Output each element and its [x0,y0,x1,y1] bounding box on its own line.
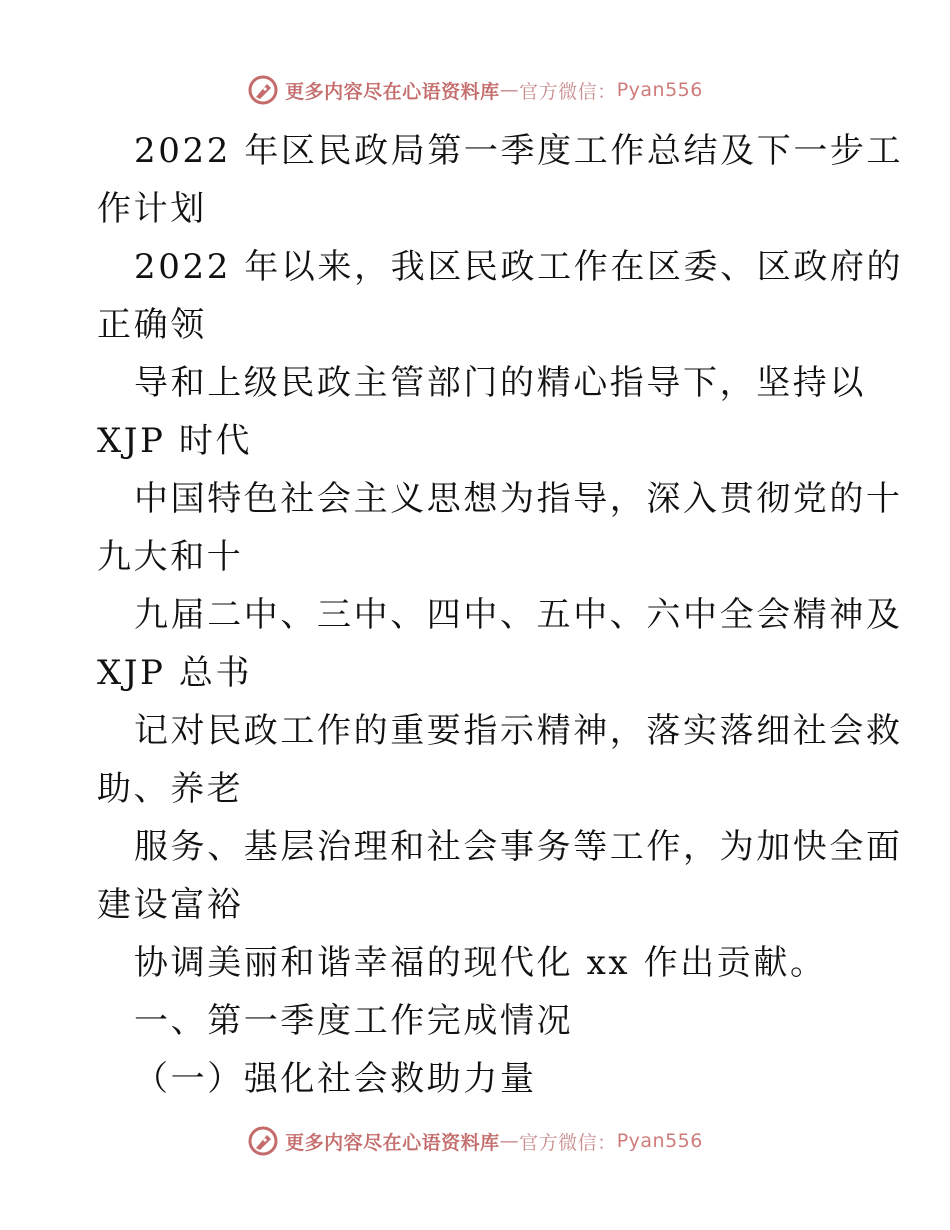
watermark-site-name: 更多内容尽在心语资料库 [285,1131,500,1154]
watermark-contact-label: 官方微信： [519,1131,617,1154]
watermark-site-name: 更多内容尽在心语资料库 [285,80,500,103]
watermark-contact-id: Pyan556 [616,1130,703,1152]
paragraph-line: 中国特色社会主义思想为指导，深入贯彻党的十 [134,479,903,519]
paragraph-line: 记对民政工作的重要指示精神，落实落细社会救 [134,711,903,751]
document-title-line-2: 作计划 [97,189,207,229]
paragraph-line: 建设富裕 [97,885,244,925]
paragraph-line: XJP 总书 [97,653,253,693]
pen-nib-logo-icon [247,74,279,106]
watermark-footer [0,1121,950,1161]
paragraph-line: 正确领 [97,305,207,345]
watermark-contact-label: 官方微信： [519,80,617,103]
subsection-heading: （一）强化社会救助力量 [134,1059,537,1099]
document-body [97,122,904,1108]
paragraph-line: 九大和十 [97,537,244,577]
paragraph-line: 服务、基层治理和社会事务等工作，为加快全面 [134,827,903,867]
paragraph-line: 导和上级民政主管部门的精心指导下，坚持以 [134,363,866,403]
document-title-line-1: 2022 年区民政局第一季度工作总结及下一步工 [134,131,904,171]
paragraph-line: XJP 时代 [97,421,253,461]
paragraph-line: 助、养老 [97,769,244,809]
paragraph-line: 2022 年以来，我区民政工作在区委、区政府的 [134,247,904,287]
watermark-separator: — [499,79,520,101]
watermark-separator: — [499,1130,520,1152]
paragraph-line: 协调美丽和谐幸福的现代化 xx 作出贡献。 [134,943,827,983]
watermark-header [0,70,950,110]
section-heading: 一、第一季度工作完成情况 [134,1001,574,1041]
watermark-contact-id: Pyan556 [616,79,703,101]
pen-nib-logo-icon [247,1125,279,1157]
paragraph-line: 九届二中、三中、四中、五中、六中全会精神及 [134,595,903,635]
